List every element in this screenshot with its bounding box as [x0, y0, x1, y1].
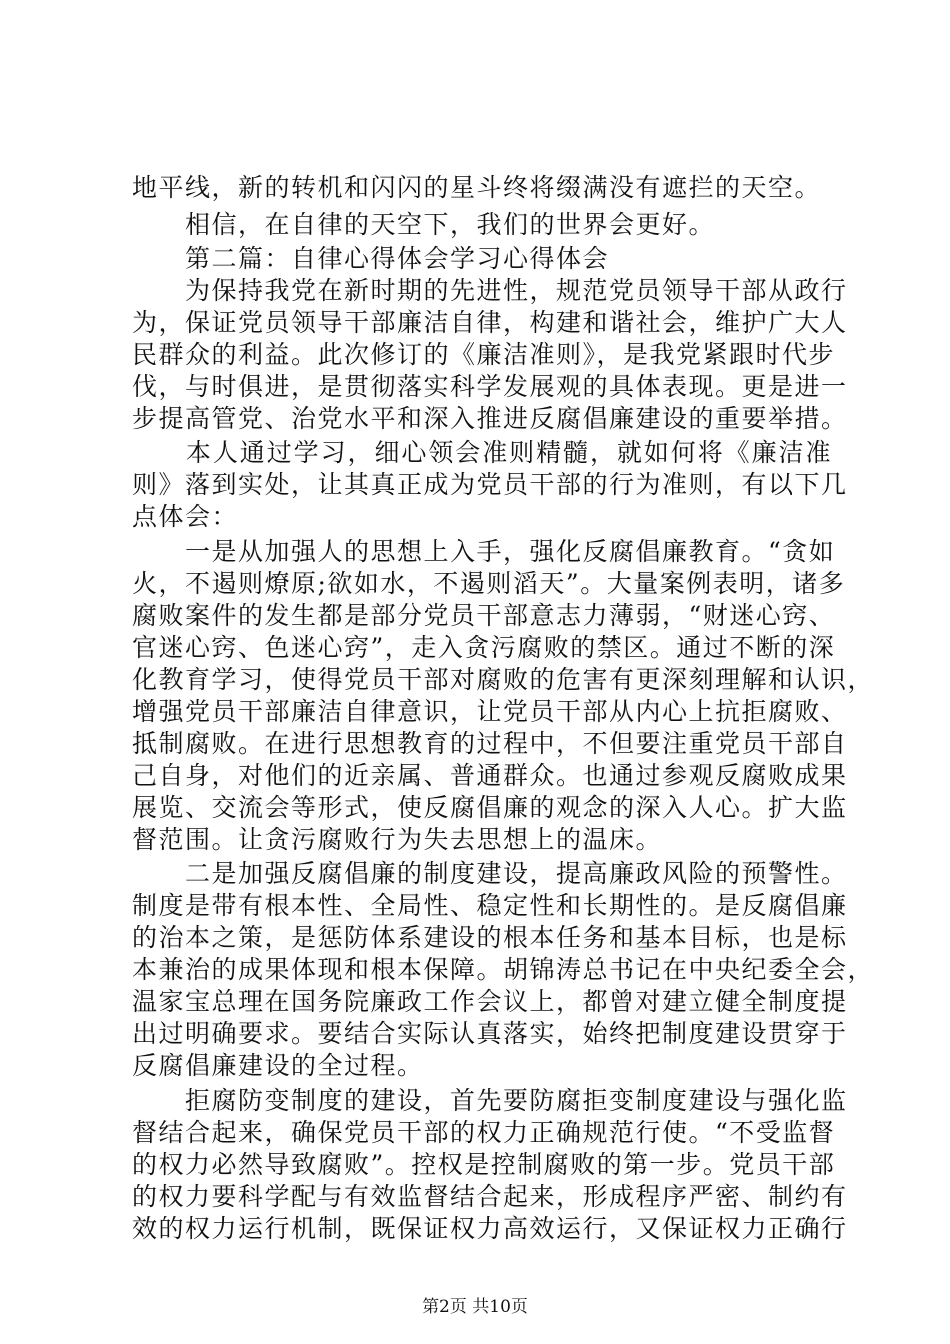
text-line: 腐败案件的发生都是部分党员干部意志力薄弱，“财迷心窍、 — [132, 601, 836, 630]
text-line: 第二篇：自律心得体会学习心得体会 — [132, 244, 610, 273]
text-line: 一是从加强人的思想上入手，强化反腐倡廉教育。“贪如 — [132, 537, 836, 566]
text-line: 的治本之策，是惩防体系建设的根本任务和基本目标，也是标 — [132, 923, 848, 952]
text-line: 效的权力运行机制，既保证权力高效运行，又保证权力正确行 — [132, 1214, 848, 1243]
text-line: 官迷心窍、色迷心窍”，走入贪污腐败的禁区。通过不断的深 — [132, 633, 836, 662]
text-line: 民群众的利益。此次修订的《廉洁准则》，是我党紧跟时代步 — [132, 340, 836, 369]
text-line: 的权力要科学配与有效监督结合起来，形成程序严密、制约有 — [132, 1182, 848, 1211]
text-line: 为，保证党员领导干部廉洁自律，构建和谐社会，维护广大人 — [132, 308, 848, 337]
text-line: 则》落到实处，让其真正成为党员干部的行为准则，有以下几 — [132, 470, 848, 499]
text-line: 地平线，新的转机和闪闪的星斗终将缀满没有遮拦的天空。 — [132, 173, 822, 202]
text-line: 制度是带有根本性、全局性、稳定性和长期性的。是反腐倡廉 — [132, 891, 848, 920]
text-line: 本兼治的成果体现和根本保障。胡锦涛总书记在中央纪委全会， — [132, 955, 875, 984]
text-line: 拒腐防变制度的建设，首先要防腐拒变制度建设与强化监 — [132, 1086, 848, 1115]
text-line: 反腐倡廉建设的全过程。 — [132, 1051, 424, 1080]
text-line: 本人通过学习，细心领会准则精髓，就如何将《廉洁准 — [132, 438, 832, 467]
text-line: 督结合起来，确保党员干部的权力正确规范行使。“不受监督 — [132, 1118, 836, 1147]
text-line: 伐，与时俱进，是贯彻落实科学发展观的具体表现。更是进一 — [132, 372, 848, 401]
text-line: 步提高管党、治党水平和深入推进反腐倡廉建设的重要举措。 — [132, 404, 848, 433]
text-line: 为保持我党在新时期的先进性，规范党员领导干部从政行 — [132, 276, 848, 305]
text-line: 抵制腐败。在进行思想教育的过程中，不但要注重党员干部自 — [132, 729, 848, 758]
text-line: 展览、交流会等形式，使反腐倡廉的观念的深入人心。扩大监 — [132, 793, 848, 822]
text-line: 点体会： — [132, 502, 239, 531]
text-line: 出过明确要求。要结合实际认真落实，始终把制度建设贯穿于 — [132, 1019, 848, 1048]
text-line: 二是加强反腐倡廉的制度建设，提高廉政风险的预警性。 — [132, 859, 848, 888]
text-line: 相信，在自律的天空下，我们的世界会更好。 — [132, 210, 716, 239]
text-line: 督范围。让贪污腐败行为失去思想上的温床。 — [132, 825, 663, 854]
page-footer: 第2页 共10页 — [422, 1297, 528, 1317]
text-line: 增强党员干部廉洁自律意识，让党员干部从内心上抗拒腐败、 — [132, 697, 848, 726]
text-line: 火，不遏则燎原;欲如水，不遏则滔天”。大量案例表明，诸多 — [132, 569, 846, 598]
text-line: 的权力必然导致腐败”。控权是控制腐败的第一步。党员干部 — [132, 1150, 836, 1179]
text-line: 己自身，对他们的近亲属、普通群众。也通过参观反腐败成果 — [132, 761, 848, 790]
text-line: 温家宝总理在国务院廉政工作会议上，都曾对建立健全制度提 — [132, 987, 848, 1016]
text-line: 化教育学习，使得党员干部对腐败的危害有更深刻理解和认识， — [132, 665, 875, 694]
